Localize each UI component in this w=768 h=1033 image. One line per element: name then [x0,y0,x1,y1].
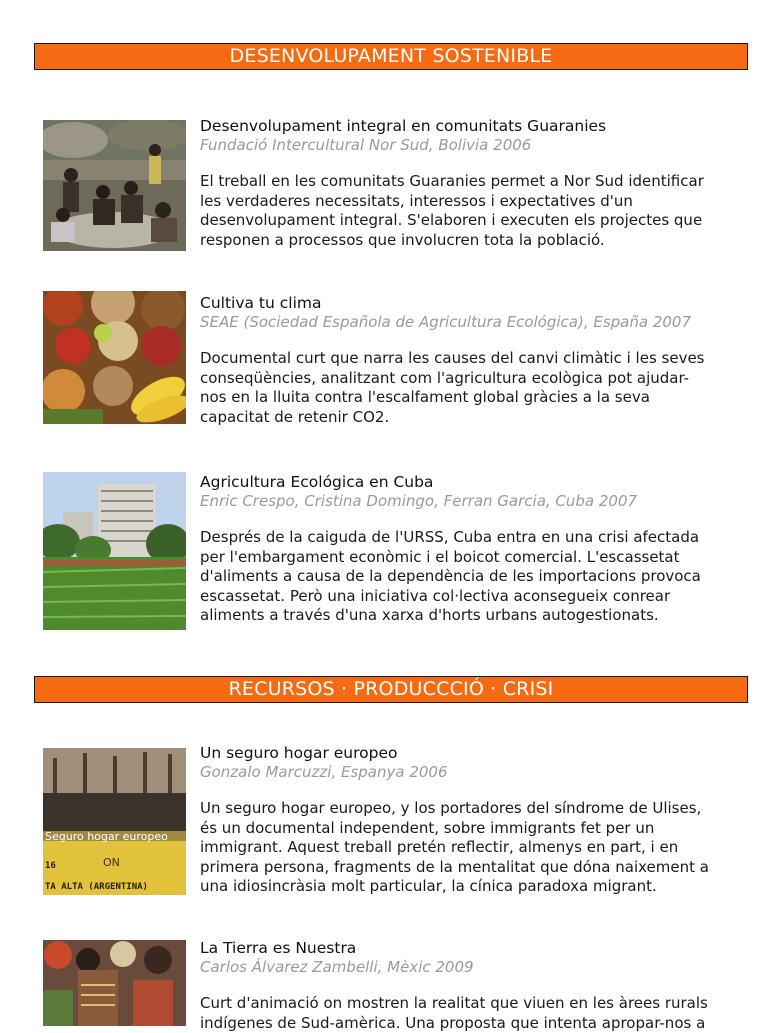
film-info [200,116,750,250]
film-title: Un seguro hogar europeo [200,744,398,762]
film-thumbnail [43,748,186,895]
film-credit: Fundació Intercultural Nor Sud, Bolivia 2006 [200,136,532,154]
thumbnail-overlay-title: Seguro hogar europeo [45,830,168,843]
thumbnail-overlay-line: 16 [45,861,56,871]
thumbnail-overlay-line: TA ALTA (ARGENTINA) [45,882,148,892]
film-credit: Carlos Álvarez Zambelli, Mèxic 2009 [200,958,474,976]
film-title: La Tierra es Nuestra [200,939,357,957]
film-description: Documental curt que narra les causes del canvi climàtic i les seves conseqüències, analitzant com l'agricultura ecològica pot ajudar- nos en la lluita contra l'escalfament global gràcies a la seva capacitat de retenir CO2. [200,349,705,426]
film-title: Cultiva tu clima [200,294,322,312]
film-description: Després de la caiguda de l'URSS, Cuba entra en una crisi afectada per l'embargament econòmic i el boicot comercial. L'escassetat d'aliments a causa de la dependència de les importacions provoca escassetat. Però una iniciativa col·lectiva aconsegueix conrear aliments a través d'una xarxa d'horts urbans autogestionats. [200,528,701,624]
film-info [200,743,750,897]
section-header-desenvolupament: DESENVOLUPAMENT SOSTENIBLE [34,43,748,70]
film-title: Agricultura Ecológica en Cuba [200,473,434,491]
section-header-recursos: RECURSOS · PRODUCCCIÓ · CRISI [34,676,748,703]
film-description: Curt d'animació on mostren la realitat que viuen en les àrees rurals indígenes de Sud-amèrica. Una proposta que intenta apropar-nos a [200,994,708,1032]
film-thumbnail [43,472,186,630]
film-info [200,938,750,1033]
film-info [200,472,750,626]
film-description: El treball en les comunitats Guaranies permet a Nor Sud identificar les verdaderes necessitats, interessos i expectatives d'un desenvolupament integral. S'elaboren i executen els projectes que responen a processos que involucren tota la població. [200,172,704,249]
film-credit: Gonzalo Marcuzzi, Espanya 2006 [200,763,448,781]
film-credit: Enric Crespo, Cristina Domingo, Ferran Garcia, Cuba 2007 [200,492,638,510]
film-title: Desenvolupament integral en comunitats Guaranies [200,117,607,135]
film-info [200,293,750,427]
thumbnail-overlay-line: ON [103,856,120,869]
film-thumbnail [43,940,186,1026]
film-thumbnail [43,291,186,424]
film-description: Un seguro hogar europeo, y los portadores del síndrome de Ulises, és un documental independent, sobre immigrants fet per un immigrant. Aquest treball pretén reflectir, almenys en part, i en primera persona, fragments de la mentalitat que dóna naixement a una idiosincràsia molt particular, la cínica paradoxa migrant. [200,799,709,895]
film-credit: SEAE (Sociedad Española de Agricultura Ecológica), España 2007 [200,313,692,331]
film-thumbnail [43,120,186,251]
